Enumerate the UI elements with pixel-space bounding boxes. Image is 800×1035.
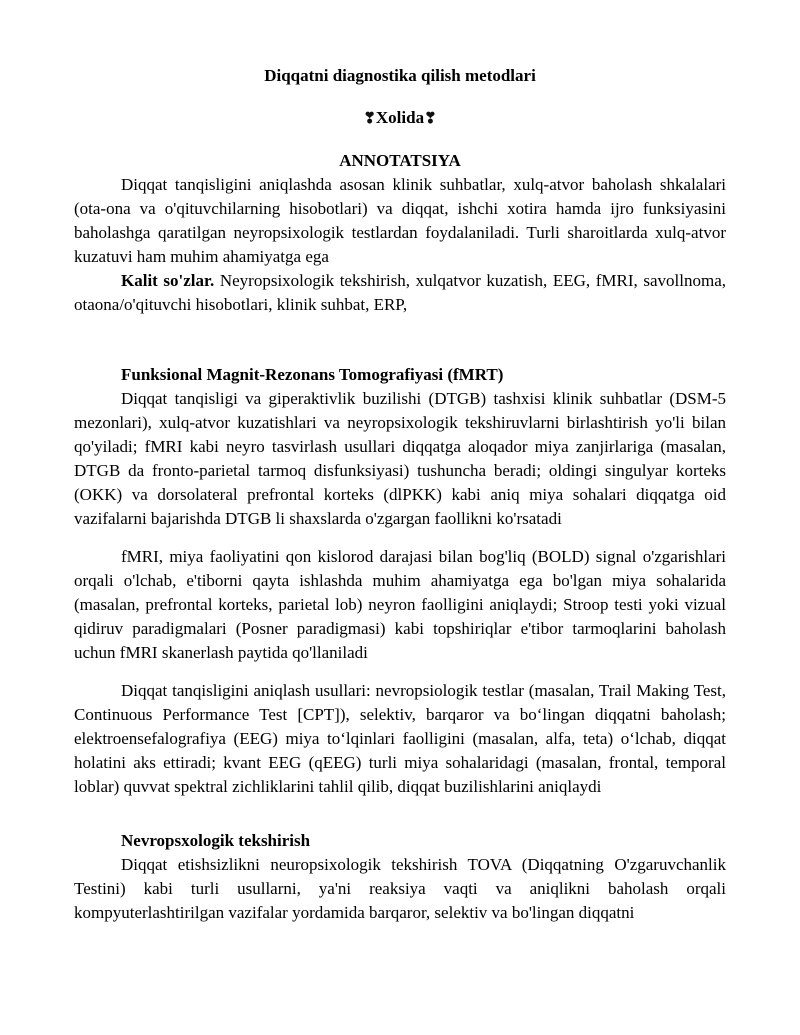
heart-icon: ❣ <box>363 111 376 127</box>
section-heading-neuropsych: Nevropsxologik tekshirish <box>121 831 311 850</box>
section-paragraph: Diqqat tanqisligi va giperaktivlik buzilishi (DTGB) tashxisi klinik suhbatlar (DSM-5 mezonlari), xulq-atvor kuzatishlari va neyropsixologik tekshiruvlarni birlashtirish yo'li bilan qo'yiladi; fMRI kabi neyro tasvirlash usullari diqqatga aloqador miya zanjirlariga (masalan, DTGB da fronto-parietal tarmoq disfunksiyasi) tushuncha beradi; oldingi singulyar korteks (OKK) va dorsolateral prefrontal korteks (dlPKK) kabi aniq miya sohalari diqqatga oid vazifalarni bajarishda DTGB li shaxslarda o'zgargan faollikni ko'rsatadi <box>74 389 726 528</box>
annotation-text: Diqqat tanqisligini aniqlashda asosan klinik suhbatlar, xulq-atvor baholash shkalalari (ota-ona va o'qituvchilarning hisobotlari) va diqqat, ishchi xotira hamda ijro funksiyasini baholashga qaratilgan neyropsixologik testlardan foydalaniladi. Turli sharoitlarda xulq-atvor kuzatuvi ham muhim ahamiyatga ega <box>74 175 726 266</box>
keywords-paragraph <box>74 269 726 317</box>
document-body <box>74 64 726 925</box>
document-title: Diqqatni diagnostika qilish metodlari <box>264 66 536 85</box>
keywords-label: Kalit so'zlar. <box>121 271 215 290</box>
annotation-heading: ANNOTATSIYA <box>339 151 461 170</box>
section-paragraph: fMRI, miya faoliyatini qon kislorod darajasi bilan bog'liq (BOLD) signal o'zgarishlari orqali o'lchab, e'tiborni qayta ishlashda muhim ahamiyatga ega bo'lgan miya sohalarida (masalan, prefrontal korteks, parietal lob) neyron faolligini aniqlaydi; Stroop testi yoki vizual qidiruv paradigmalari (Posner paradigmasi) kabi topshiriqlar e'tibor tarmoqlarini baholash uchun fMRI skanerlash paytida qo'llaniladi <box>74 547 726 662</box>
section-paragraph: Diqqat etishsizlikni neuropsixologik tekshirish TOVA (Diqqatning O'zgaruvchanlik Testini) kabi turli usullarni, ya'ni reaksiya vaqti va aniqlikni baholash orqali kompyuterlashtirilgan vazifalar yordamida barqaror, selektiv va bo'lingan diqqatni <box>74 855 726 922</box>
keywords-text: Neyropsixologik tekshirish, xulqatvor kuzatish, EEG, fMRI, savollnoma, otaona/o'qituvchi hisobotlari, klinik suhbat, ERP, <box>74 271 726 314</box>
author-name: Xolida <box>375 108 425 127</box>
author-line <box>74 106 726 131</box>
section-heading-fmrt: Funksional Magnit-Rezonans Tomografiyasi (fMRT) <box>121 365 504 384</box>
heart-icon: ❣ <box>424 111 437 127</box>
section-paragraph: Diqqat tanqisligini aniqlash usullari: nevropsiologik testlar (masalan, Trail Making Test, Continuous Performance Test [CPT]), selektiv, barqaror va bo‘lingan diqqatni baholash; elektroensefalografiya (EEG) miya to‘lqinlari faolligini (masalan, alfa, teta) o‘lchab, diqqat holatini aks ettiradi; kvant EEG (qEEG) turli miya sohalaridagi (masalan, frontal, temporal loblar) quvvat spektral zichliklarini tahlil qilib, diqqat buzilishlarini aniqlaydi <box>74 681 726 796</box>
